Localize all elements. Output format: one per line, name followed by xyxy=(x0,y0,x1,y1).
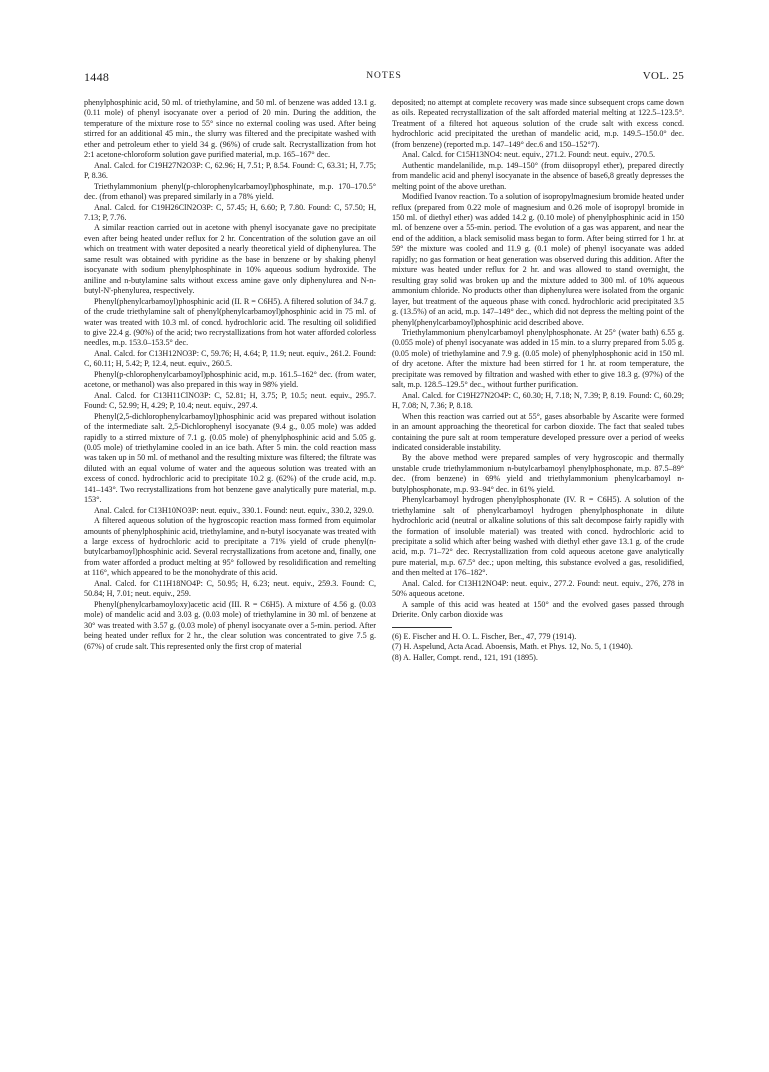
paragraph: Phenyl(phenylcarbamoyloxy)acetic acid (III. R = C6H5). A mixture of 4.56 g. (0.03 mole) of mandelic acid and 3.03 g. (0.03 mole) of triethylamine in 30 ml. of benzene at 30° was treated with 3.57 g. (0.03 mole) of phenyl isocyanate over a 5-min. period. After being heated under reflux for 2 hr., the clear solution was concentrated to give 7.5 g. (67%) of crude salt. This represented only the first crop of material xyxy=(84,599,376,651)
paragraph: A sample of this acid was heated at 150° and the evolved gases passed through Drierite. Only carbon dioxide was xyxy=(392,599,684,620)
volume-label: VOL. 25 xyxy=(642,70,684,82)
paragraph: Anal. Calcd. for C13H11ClNO3P: C, 52.81; H, 3.75; P, 10.5; neut. equiv., 295.7. Found: C, 52.99; H, 4.29; P, 10.4; neut. equiv., 297.4. xyxy=(84,390,376,411)
paragraph: Triethylammonium phenylcarbamoyl phenylphosphonate. At 25° (water bath) 6.55 g. (0.055 mole) of phenyl isocyanate was added in 15 min. to a slurry prepared from 5.05 g. (0.05 mole) of triethylamine and 7.9 g. (0.05 mole) of phenylphosphonic acid in 150 ml. of dry acetone. After the mixture had been stirred for 1 hr. at room temperature, the precipitate was removed by filtration and washed with ether to give 18.3 g. (97%) of the salt, m.p. 128.5–129.5° dec., without further purification. xyxy=(392,327,684,390)
paragraph: Anal. Calcd. for C19H27N2O3P: C, 62.96; H, 7.51; P, 8.54. Found: C, 63.31; H, 7.75; P, 8.36. xyxy=(84,160,376,181)
paragraph: Anal. Calcd. for C19H26ClN2O3P: C, 57.45; H, 6.60; P, 7.80. Found: C, 57.50; H, 7.13; P, 7.76. xyxy=(84,202,376,222)
paragraph: Anal. Calcd. for C19H27N2O4P: C, 60.30; H, 7.18; N, 7.39; P, 8.19. Found: C, 60.29; H, 7.08; N, 7.36; P, 8.18. xyxy=(392,390,684,411)
paragraph: A filtered aqueous solution of the hygroscopic reaction mass formed from equimolar amounts of phenylphosphinic acid, triethylamine, and n-butyl isocyanate was treated with a large excess of hydrochloric acid to precipitate a 71% yield of crude phenyl(n-butylcarbamoyl)phosphinic acid. Several recrystallizations from acetone and, finally, one from water afforded a product melting at 95° followed by resolidification and remelting at 116°, which appeared to be the monohydrate of this acid. xyxy=(84,516,376,578)
page-number: 1448 xyxy=(84,70,110,84)
paragraph: By the above method were prepared samples of very hygroscopic and thermally unstable crude triethylammonium n-butylcarbamoyl phenylphosphonate, m.p. 87.5–89° dec. (from benzene) in 69% yield and triethylammonium phenylcarbamoyl n-butylphosphonate, m.p. 93–94° dec. in 61% yield. xyxy=(392,453,684,494)
running-title: NOTES xyxy=(366,71,402,81)
footnote: (7) H. Aspelund, Acta Acad. Aboensis, Math. et Phys. 12, No. 5, 1 (1940). xyxy=(392,642,633,652)
left-column xyxy=(84,98,376,652)
paragraph: When this reaction was carried out at 55°, gases absorbable by Ascarite were formed in an amount approaching the theoretical for carbon dioxide. The fact that sealed tubes containing the pure salt at room temperature developed pressure over a period of weeks indicated considerable instability. xyxy=(392,411,684,452)
paragraph: Phenyl(p-chlorophenylcarbamoyl)phosphinic acid, m.p. 161.5–162° dec. (from water, acetone, or methanol) was also prepared in this way in 98% yield. xyxy=(84,369,376,390)
paragraph: Anal. Calcd. for C11H18NO4P: C, 50.95; H, 6.23; neut. equiv., 259.3. Found: C, 50.84; H, 7.01; neut. equiv., 259. xyxy=(84,578,376,599)
paragraph: Anal. Calcd. for C13H12NO4P: neut. equiv., 277.2. Found: neut. equiv., 276, 278 in 50% aqueous acetone. xyxy=(392,578,684,599)
paragraph: Authentic mandelanilide, m.p. 149–150° (from diisopropyl ether), prepared directly from mandelic acid and phenyl isocyanate in the absence of base6,8 greatly depresses the melting point of the above urethan. xyxy=(392,160,684,191)
paragraph: Anal. Calcd. for C13H12NO3P: C, 59.76; H, 4.64; P, 11.9; neut. equiv., 261.2. Found: C, 60.11; H, 5.42; P, 12.4, neut. equiv., 260.5. xyxy=(84,348,376,369)
paragraph: Phenylcarbamoyl hydrogen phenylphosphonate (IV. R = C6H5). A solution of the triethylamine salt of phenylcarbamoyl hydrogen phenylphosphonate in dilute hydrochloric acid (neutral or alkaline solutions of this salt decompose fairly rapidly with the formation of insoluble material) was treated with concd. hydrochloric acid to precipitate a solid which after being washed with diethyl ether gave 13.1 g. of the crude acid, m.p. 71–72° dec. Recrystallization from cold aqueous acetone gave analytically pure material, m.p. 67.5° dec.; upon melting, this substance evolved a gas, resolidified, and then melted at 176–182°. xyxy=(392,495,684,578)
paragraph: A similar reaction carried out in acetone with phenyl isocyanate gave no precipitate even after being heated under reflux for 2 hr. Concentration of the solution gave an oil which on treatment with water deposited a nearly theoretical yield of diphenylurea. The same result was obtained with pyridine as the base in benzene or by shaking phenyl isocyanate with sodium phenylphosphinate in 10% aqueous sodium hydroxide. The aniline and n-butylamine salts without excess amine gave only diphenylurea and N-n-butyl-N'-phenylurea, respectively. xyxy=(84,223,376,296)
footnote-divider xyxy=(392,627,452,628)
right-column xyxy=(392,98,684,663)
running-header xyxy=(84,70,684,86)
paragraph: Anal. Calcd. for C13H10NO3P: neut. equiv., 330.1. Found: neut. equiv., 330.2, 329.0. xyxy=(94,505,374,515)
footnote: (6) E. Fischer and H. O. L. Fischer, Ber., 47, 779 (1914). xyxy=(392,631,577,641)
footnote: (8) A. Haller, Compt. rend., 121, 191 (1895). xyxy=(392,652,538,662)
paragraph: Phenyl(2,5-dichlorophenylcarbamoyl)phosphinic acid was prepared without isolation of the intermediate salt. 2,5-Dichlorophenyl isocyanate (9.4 g., 0.05 mole) was added rapidly to a stirred mixture of 7.1 g. (0.05 mole) of phenylphosphinic acid and 5.05 g. (0.05 mole) of triethylamine cooled in an ice bath. After 5 min. the cold reaction mass was taken up in 50 ml. of methanol and the resulting mixture was filtered; the filtrate was diluted with an equal volume of water and the aqueous solution was treated with an excess of concd. hydrochloric acid to precipitate 10.2 g. (62%) of the crude acid, m.p. 141–143°. Two recrystallizations from hot benzene gave analytically pure material, m.p. 153°. xyxy=(84,411,376,505)
paragraph: deposited; no attempt at complete recovery was made since subsequent crops came down as oils. Repeated recrystallization of the salt afforded material melting at 122.5–123.5°. Treatment of a filtered hot aqueous solution of the crude salt with excess concd. hydrochloric acid precipitated the urethan of mandelic acid, m.p. 149.5–150.0° dec. (from benzene) (reported m.p. 147–149° dec.6 and 150–152°7). xyxy=(392,98,684,149)
paragraph: Triethylammonium phenyl(p-chlorophenylcarbamoyl)phosphinate, m.p. 170–170.5° dec. (from ethanol) was prepared similarly in a 78% yield. xyxy=(84,181,376,202)
paragraph: Modified Ivanov reaction. To a solution of isopropylmagnesium bromide heated under reflux (prepared from 0.22 mole of magnesium and 0.26 mole of isopropyl bromide in 150 ml. of diethyl ether) was added 14.2 g. (0.10 mole) of phenylphosphinic acid in 150 ml. of benzene over a 55-min. period. The evolution of a gas was apparent, and near the end of the addition, a black semisolid mass began to form. After being stirred for 1 hr. at 59° the mixture was cooled and 11.9 g. (0.1 mole) of phenyl isocyanate was added rapidly; no gas formation or heat generation was observed during this addition. After the mixture was heated under reflux for 2 hr. and was allowed to stand overnight, the resulting gray solid was broken up and the mixture added to 300 ml. of 10% aqueous ammonium chloride. No products other than diphenylurea were isolated from the organic layer, but treatment of the aqueous phase with concd. hydrochloric acid precipitated 3.5 g. (13.5%) of an acid, m.p. 147–149° dec., which did not depress the melting point of the phenyl(phenylcarbamoyl)phosphinic acid described above. xyxy=(392,192,684,327)
paragraph: Anal. Calcd. for C15H13NO4: neut. equiv., 271.2. Found: neut. equiv., 270.5. xyxy=(402,150,656,160)
paragraph: phenylphosphinic acid, 50 ml. of triethylamine, and 50 ml. of benzene was added 13.1 g. (0.11 mole) of phenyl isocyanate over a period of 20 min. During the addition, the temperature of the mixture rose to 55° since no external cooling was used. After being stirred for an additional 45 min., the slurry was filtered and the precipitate washed with ether and petroleum ether to yield 34 g. (96%) of crude salt. Recrystallization from hot 2:1 acetone-chloroform solution gave purified material, m.p. 165–167° dec. xyxy=(84,98,376,160)
paragraph: Phenyl(phenylcarbamoyl)phosphinic acid (II. R = C6H5). A filtered solution of 34.7 g. of the crude triethylamine salt of phenyl(phenylcarbamoyl)phosphinic acid in 75 ml. of water was treated with 10.3 ml. of concd. hydrochloric acid. The resulting oil solidified to give 22.4 g. (90%) of the acid; two recrystallizations from hot water afforded colorless needles, m.p. 153.0–153.5° dec. xyxy=(84,296,376,348)
